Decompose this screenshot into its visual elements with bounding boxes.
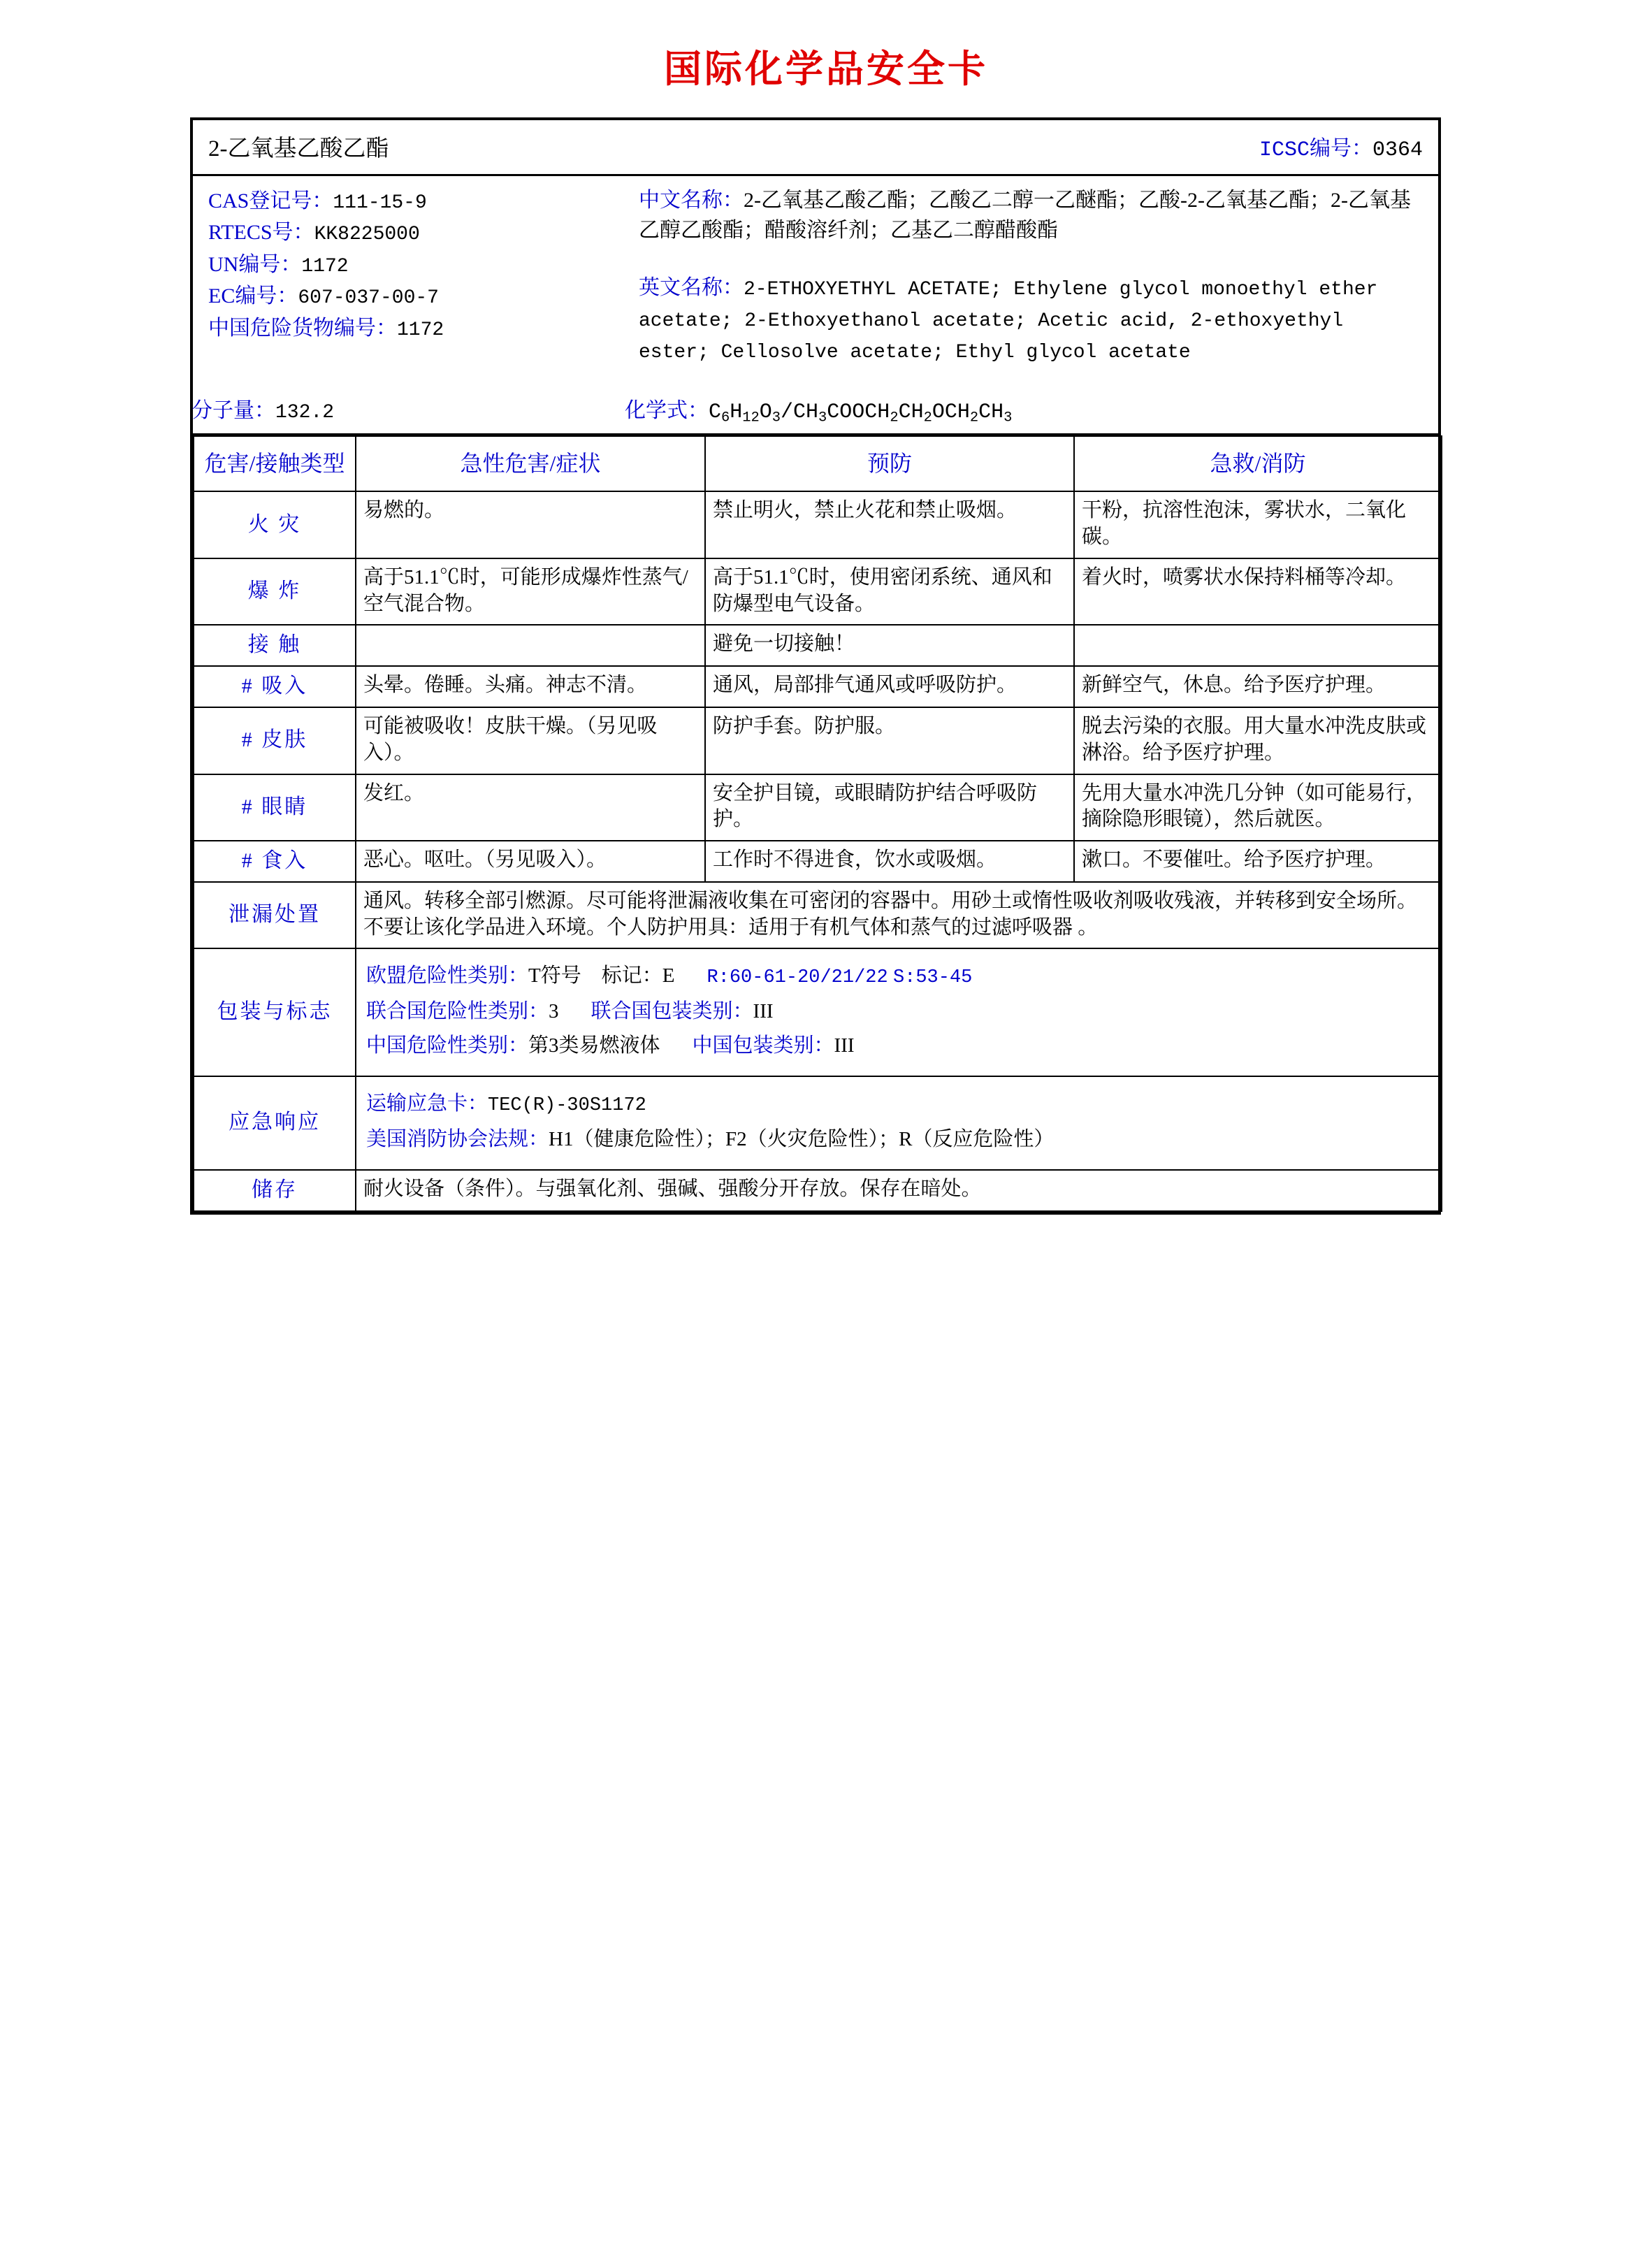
china-packing-group-value: III — [834, 1034, 855, 1057]
cell-prevention-skin: 防护手套。防护服。 — [705, 707, 1074, 774]
china-dangerous-goods-label: 中国危险货物编号： — [208, 316, 397, 340]
cas-line — [208, 186, 626, 217]
row-category-eyes: # 眼睛 — [194, 774, 356, 841]
english-names-value: 2-ETHOXYETHYL ACETATE; Ethylene glycol monoethyl ether acetate; 2-Ethoxyethanol acetate; Acetic acid, 2-ethoxyethyl ester; Cellosolve acetate; Ethyl glycol acetate — [639, 279, 1378, 364]
hazard-table-header-row — [194, 436, 1442, 492]
table-row — [194, 882, 1442, 948]
cell-packaging — [356, 948, 1442, 1076]
substance-name: 2-乙氧基乙酸乙酯 — [208, 136, 389, 161]
cell-prevention-explosion: 高于51.1℃时，使用密闭系统、通风和防爆型电气设备。 — [705, 558, 1074, 625]
page-title: 国际化学品安全卡 — [664, 48, 988, 90]
emergency-nfpa-line — [366, 1122, 1431, 1157]
table-row — [194, 841, 1442, 882]
cas-value: 111-15-9 — [333, 192, 427, 214]
cell-firstaid-inhalation: 新鲜空气，休息。给予医疗护理。 — [1074, 666, 1442, 707]
ec-line — [208, 281, 626, 312]
formula-row — [191, 368, 1423, 426]
cell-symptoms-explosion: 高于51.1℃时，可能形成爆炸性蒸气/空气混合物。 — [356, 558, 705, 625]
un-class-value: 3 — [549, 1000, 559, 1023]
cell-firstaid-fire: 干粉，抗溶性泡沫，雾状水，二氧化碳。 — [1074, 491, 1442, 558]
chemical-formula-block — [625, 393, 1012, 426]
row-category-fire: 火 灾 — [194, 491, 356, 558]
eu-s-phrases: S:53-45 — [892, 967, 973, 989]
ec-label: EC编号： — [208, 284, 298, 308]
row-category-storage: 储存 — [194, 1170, 356, 1211]
cell-symptoms-exposure — [356, 625, 705, 666]
cell-symptoms-inhalation: 头晕。倦睡。头痛。神志不清。 — [356, 666, 705, 707]
card-header — [193, 120, 1438, 176]
china-dangerous-goods-value: 1172 — [397, 319, 444, 341]
table-row — [194, 558, 1442, 625]
icsc-label: ICSC编号： — [1259, 138, 1372, 162]
cell-prevention-exposure: 避免一切接触！ — [705, 625, 1074, 666]
header-category: 危害/接触类型 — [194, 436, 356, 492]
chinese-names-label: 中文名称： — [639, 189, 744, 212]
cell-symptoms-ingestion: 恶心。呕吐。（另见吸入）。 — [356, 841, 705, 882]
cell-symptoms-skin: 可能被吸收！皮肤干燥。（另见吸入）。 — [356, 707, 705, 774]
row-category-packaging: 包装与标志 — [194, 948, 356, 1076]
row-category-exposure: 接 触 — [194, 625, 356, 666]
rtecs-value: KK8225000 — [314, 224, 420, 246]
cell-firstaid-skin: 脱去污染的衣服。用大量水冲洗皮肤或淋浴。给予医疗护理。 — [1074, 707, 1442, 774]
icsc-number: 0364 — [1372, 138, 1423, 162]
transport-card-label: 运输应急卡： — [366, 1092, 488, 1115]
cell-firstaid-eyes: 先用大量水冲洗几分钟（如可能易行，摘除隐形眼镜），然后就医。 — [1074, 774, 1442, 841]
un-label: UN编号： — [208, 252, 302, 276]
cell-symptoms-eyes: 发红。 — [356, 774, 705, 841]
row-category-emergency: 应急响应 — [194, 1076, 356, 1170]
cell-firstaid-exposure — [1074, 625, 1442, 666]
eu-class-label: 欧盟危险性类别： — [366, 964, 529, 988]
table-row — [194, 666, 1442, 707]
emergency-transport-line — [366, 1087, 1431, 1122]
row-category-explosion: 爆 炸 — [194, 558, 356, 625]
row-category-ingestion: # 食入 — [194, 841, 356, 882]
header-symptoms: 急性危害/症状 — [356, 436, 705, 492]
transport-card-value: TEC(R)-30S1172 — [488, 1095, 646, 1117]
molecular-weight-block — [191, 393, 625, 426]
table-row — [194, 1076, 1442, 1170]
table-row — [194, 707, 1442, 774]
chemical-formula-value: $C_6H_{12}O_3/CH_3COOCH_2CH_2OCH_2CH_3$ — [709, 400, 1013, 426]
table-row — [194, 491, 1442, 558]
china-packing-group-label: 中国包装类别： — [692, 1034, 834, 1057]
packaging-un-line — [366, 995, 1431, 1029]
rtecs-label: RTECS号： — [208, 221, 314, 245]
table-row — [194, 1170, 1442, 1211]
packaging-china-line — [366, 1029, 1431, 1063]
table-row — [194, 948, 1442, 1076]
table-row — [194, 774, 1442, 841]
cell-symptoms-fire: 易燃的。 — [356, 491, 705, 558]
cell-firstaid-explosion: 着火时，喷雾状水保持料桶等冷却。 — [1074, 558, 1442, 625]
chinese-names-block — [639, 186, 1423, 245]
rtecs-line — [208, 217, 626, 249]
eu-r-phrases: R:60-61-20/21/22 — [707, 967, 888, 989]
english-names-block — [639, 273, 1423, 368]
cell-prevention-fire: 禁止明火，禁止火花和禁止吸烟。 — [705, 491, 1074, 558]
row-category-inhalation: # 吸入 — [194, 666, 356, 707]
un-value: 1172 — [301, 255, 349, 277]
china-dangerous-goods-line — [208, 313, 626, 345]
chinese-names-value: 2-乙氧基乙酸乙酯；乙酸乙二醇一乙醚酯；乙酸-2-乙氧基乙酯；2-乙氧基乙醇乙酸酯；醋酸溶纤剂；乙基乙二醇醋酸酯 — [639, 189, 1411, 242]
cell-emergency — [356, 1076, 1442, 1170]
packaging-eu-line — [366, 959, 1431, 995]
ec-value: 607-037-00-7 — [298, 287, 439, 310]
chemical-formula-label: 化学式： — [625, 399, 709, 423]
cell-prevention-inhalation: 通风，局部排气通风或呼吸防护。 — [705, 666, 1074, 707]
un-line — [208, 249, 626, 281]
row-category-skin: # 皮肤 — [194, 707, 356, 774]
table-row — [194, 625, 1442, 666]
english-names-label: 英文名称： — [639, 276, 744, 300]
icsc-card — [190, 117, 1441, 1215]
icsc-number-block — [1259, 131, 1423, 162]
cell-storage-text: 耐火设备（条件）。与强氧化剂、强碱、强酸分开存放。保存在暗处。 — [356, 1170, 1442, 1211]
china-class-value: 第3类易燃液体 — [528, 1034, 660, 1057]
header-firstaid: 急救/消防 — [1074, 436, 1442, 492]
molecular-weight-label: 分子量： — [191, 399, 275, 423]
identification-section — [193, 176, 1438, 435]
eu-class-value: T符号 标记：E — [528, 964, 675, 988]
row-category-spillage: 泄漏处置 — [194, 882, 356, 948]
cas-label: CAS登记号： — [208, 189, 333, 212]
header-prevention: 预防 — [705, 436, 1074, 492]
nfpa-value: H1（健康危险性）；F2（火灾危险性）；R（反应危险性） — [549, 1127, 1055, 1150]
un-packing-group-label: 联合国包装类别： — [590, 1000, 753, 1023]
cell-firstaid-ingestion: 漱口。不要催吐。给予医疗护理。 — [1074, 841, 1442, 882]
cell-spillage-text: 通风。转移全部引燃源。尽可能将泄漏液收集在可密闭的容器中。用砂土或惰性吸收剂吸收残液，并转移到安全场所。不要让该化学品进入环境。个人防护用具：适用于有机气体和蒸气的过滤呼吸器 。 — [356, 882, 1442, 948]
cell-prevention-ingestion: 工作时不得进食，饮水或吸烟。 — [705, 841, 1074, 882]
names-spacer — [639, 245, 1423, 273]
un-class-label: 联合国危险性类别： — [366, 1000, 549, 1023]
cell-prevention-eyes: 安全护目镜，或眼睛防护结合呼吸防护。 — [705, 774, 1074, 841]
nfpa-label: 美国消防协会法规： — [366, 1127, 549, 1150]
hazard-table — [193, 435, 1442, 1212]
china-class-label: 中国危险性类别： — [366, 1034, 529, 1057]
molecular-weight-value: 132.2 — [275, 402, 335, 424]
un-packing-group-value: III — [753, 1000, 774, 1023]
